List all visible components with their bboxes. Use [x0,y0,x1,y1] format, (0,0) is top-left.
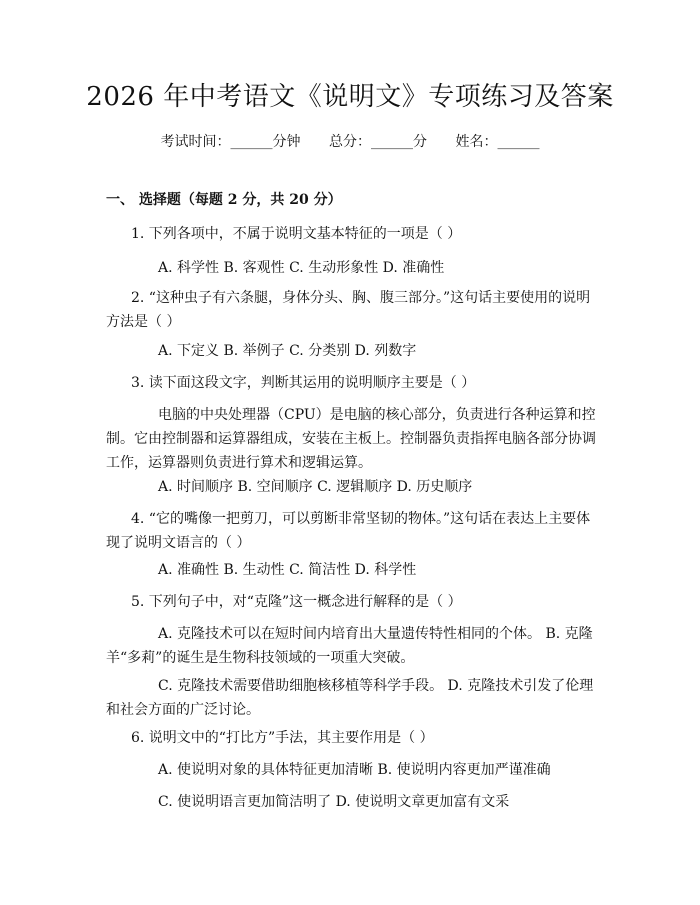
question-4-stem: 4. “它的嘴像一把剪刀，可以剪断非常坚韧的物体。”这句话在表达上主要体现了说明文语言的（ ） [106,511,591,551]
question-1-stem: 1. 下列各项中，不属于说明文基本特征的一项是（ ） [131,226,462,242]
exam-name-field: 姓名：______ [455,134,540,150]
question-2-options: A. 下定义 B. 举例子 C. 分类别 D. 列数字 [158,343,417,359]
question-3-passage: 电脑的中央处理器（CPU）是电脑的核心部分，负责进行各种运算和控制。它由控制器和运算器组成，安装在主板上。控制器负责指挥电脑各部分协调工作，运算器则负责进行算术和逻辑运算。 [106,407,596,471]
question-5-options-ab: A. 克隆技术可以在短时间内培育出大量遗传特性相同的个体。 B. 克隆羊“多莉”的诞生是生物科技领域的一项重大突破。 [106,626,593,666]
exam-score-field: 总分：______分 [329,134,427,150]
question-1-options: A. 科学性 B. 客观性 C. 生动形象性 D. 准确性 [158,260,445,276]
question-2-stem: 2. “这种虫子有六条腿，身体分头、胸、腹三部分。”这句话主要使用的说明方法是（ ） [106,290,591,330]
question-5-options-cd: C. 克隆技术需要借助细胞核移植等科学手段。 D. 克隆技术引发了伦理和社会方面的广泛讨论。 [106,678,594,718]
exam-info-line [0,132,700,152]
section-heading-choice: 一、 选择题（每题 2 分，共 20 分） [106,192,342,208]
question-3-stem: 3. 读下面这段文字，判断其运用的说明顺序主要是（ ） [131,375,476,391]
question-3-options: A. 时间顺序 B. 空间顺序 C. 逻辑顺序 D. 历史顺序 [158,479,473,495]
question-5-stem: 5. 下列句子中，对“克隆”这一概念进行解释的是（ ） [131,594,462,610]
exam-time-field: 考试时间：______分钟 [160,134,301,150]
question-6-options-cd: C. 使说明语言更加简洁明了 D. 使说明文章更加富有文采 [158,794,510,810]
question-6-stem: 6. 说明文中的“打比方”手法，其主要作用是（ ） [131,730,434,746]
question-6-options-ab: A. 使说明对象的具体特征更加清晰 B. 使说明内容更加严谨准确 [158,762,551,778]
document-title: 2026 年中考语文《说明文》专项练习及答案 [86,82,614,112]
question-4-options: A. 准确性 B. 生动性 C. 简洁性 D. 科学性 [158,562,417,578]
